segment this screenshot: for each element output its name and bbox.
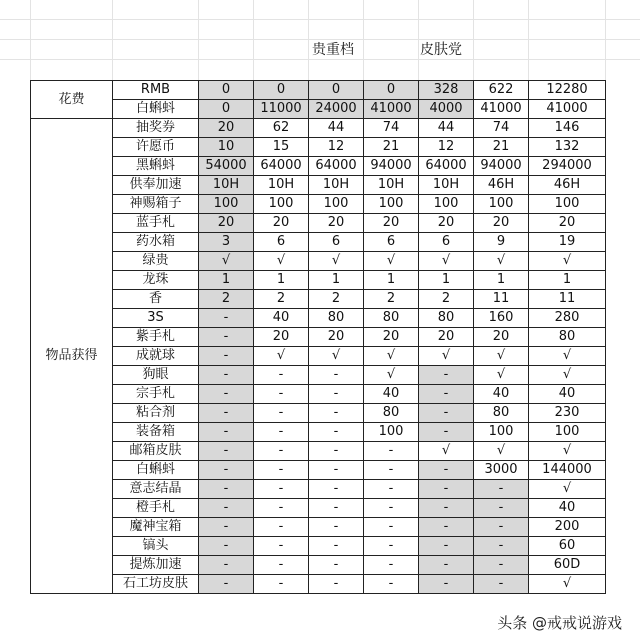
table-cell: -	[364, 499, 419, 518]
table-cell: -	[364, 480, 419, 499]
table-cell: 60D	[529, 556, 606, 575]
table-cell: 100	[474, 195, 529, 214]
table-cell: 4000	[419, 100, 474, 119]
table-cell: -	[474, 575, 529, 594]
table-cell: √	[474, 366, 529, 385]
table-cell: 10H	[254, 176, 309, 195]
table-cell: -	[199, 423, 254, 442]
table-cell: -	[474, 537, 529, 556]
table-cell: 1	[254, 271, 309, 290]
table-cell: 94000	[364, 157, 419, 176]
row-label: 紫手札	[113, 328, 199, 347]
grid-line	[363, 0, 364, 80]
table-cell: -	[309, 442, 364, 461]
table-cell: -	[364, 575, 419, 594]
table-cell: √	[474, 347, 529, 366]
table-row	[31, 290, 606, 309]
grid-line	[418, 0, 419, 80]
table-cell: 160	[474, 309, 529, 328]
table-cell: 1	[199, 271, 254, 290]
table-cell: -	[254, 518, 309, 537]
table-cell: 20	[254, 214, 309, 233]
table-cell: -	[199, 518, 254, 537]
table-cell: 3	[199, 233, 254, 252]
table-cell: √	[364, 252, 419, 271]
row-label: 蓝手札	[113, 214, 199, 233]
table-cell: 146	[529, 119, 606, 138]
table-row	[31, 347, 606, 366]
table-cell: -	[309, 461, 364, 480]
table-cell: -	[254, 366, 309, 385]
table-cell: 3000	[474, 461, 529, 480]
table-cell: 41000	[529, 100, 606, 119]
table-row	[31, 195, 606, 214]
table-cell: 20	[364, 214, 419, 233]
table-cell: -	[309, 423, 364, 442]
table-cell: √	[419, 252, 474, 271]
table-cell: -	[364, 537, 419, 556]
category-label: 物品获得	[31, 119, 113, 594]
table-cell: √	[529, 252, 606, 271]
table-cell: -	[199, 556, 254, 575]
table-cell: 20	[474, 214, 529, 233]
grid-line	[0, 19, 640, 20]
table-cell: 100	[309, 195, 364, 214]
grid-line	[253, 0, 254, 80]
table-cell: √	[529, 347, 606, 366]
table-row	[31, 385, 606, 404]
row-label: 抽奖券	[113, 119, 199, 138]
table-cell: √	[254, 252, 309, 271]
table-cell: 62	[254, 119, 309, 138]
row-label: 绿贵	[113, 252, 199, 271]
table-cell: 11000	[254, 100, 309, 119]
table-cell: 80	[529, 328, 606, 347]
table-cell: 20	[199, 214, 254, 233]
table-cell: -	[254, 499, 309, 518]
table-row	[31, 575, 606, 594]
table-cell: 54000	[199, 157, 254, 176]
table-cell: 6	[364, 233, 419, 252]
table-cell: 0	[364, 81, 419, 100]
table-cell: -	[419, 556, 474, 575]
table-cell: 41000	[474, 100, 529, 119]
table-cell: -	[419, 385, 474, 404]
table-cell: -	[309, 575, 364, 594]
row-label: 魔神宝箱	[113, 518, 199, 537]
table-cell: 20	[309, 328, 364, 347]
table-row	[31, 423, 606, 442]
table-cell: 20	[199, 119, 254, 138]
row-label: 粘合剂	[113, 404, 199, 423]
table-cell: 80	[309, 309, 364, 328]
table-cell: -	[419, 404, 474, 423]
grid-line	[30, 0, 31, 80]
table-cell: 10H	[419, 176, 474, 195]
table-cell: 6	[309, 233, 364, 252]
table-cell: 100	[529, 195, 606, 214]
row-label: 橙手札	[113, 499, 199, 518]
grid-line	[308, 0, 309, 80]
table-cell: 20	[529, 214, 606, 233]
table-cell: -	[254, 556, 309, 575]
table-cell: 622	[474, 81, 529, 100]
table-row	[31, 537, 606, 556]
table-cell: -	[254, 385, 309, 404]
row-label: 3S	[113, 309, 199, 328]
table-cell: 11	[529, 290, 606, 309]
table-cell: -	[419, 499, 474, 518]
row-label: 药水箱	[113, 233, 199, 252]
table-cell: 0	[199, 81, 254, 100]
table-cell: -	[309, 518, 364, 537]
table-cell: -	[364, 461, 419, 480]
table-cell: -	[419, 537, 474, 556]
table-row	[31, 157, 606, 176]
table-cell: -	[199, 366, 254, 385]
row-label: 白蝌蚪	[113, 100, 199, 119]
table-cell: 1	[474, 271, 529, 290]
table-cell: 64000	[419, 157, 474, 176]
watermark: 头条 @戒戒说游戏	[493, 612, 626, 634]
table-cell: √	[529, 480, 606, 499]
row-label: 许愿币	[113, 138, 199, 157]
table-cell: √	[309, 252, 364, 271]
table-cell: 15	[254, 138, 309, 157]
table-row	[31, 328, 606, 347]
row-label: 意志结晶	[113, 480, 199, 499]
table-row	[31, 81, 606, 100]
table-cell: 80	[474, 404, 529, 423]
table-cell: 40	[529, 499, 606, 518]
table-row	[31, 442, 606, 461]
table-cell: -	[309, 404, 364, 423]
table-cell: -	[474, 499, 529, 518]
row-label: 镐头	[113, 537, 199, 556]
table-cell: √	[419, 442, 474, 461]
table-cell: -	[199, 480, 254, 499]
table-cell: √	[364, 366, 419, 385]
data-table	[30, 80, 606, 594]
table-cell: 2	[199, 290, 254, 309]
table-cell: 40	[529, 385, 606, 404]
table-cell: 60	[529, 537, 606, 556]
table-cell: 12280	[529, 81, 606, 100]
table-cell: -	[254, 480, 309, 499]
table-cell: -	[199, 309, 254, 328]
table-row	[31, 233, 606, 252]
table-cell: -	[474, 556, 529, 575]
table-cell: √	[529, 575, 606, 594]
table-cell: -	[419, 366, 474, 385]
table-row	[31, 461, 606, 480]
table-row	[31, 100, 606, 119]
table-cell: 40	[254, 309, 309, 328]
row-label: 石工坊皮肤	[113, 575, 199, 594]
table-row	[31, 480, 606, 499]
table-cell: 1	[309, 271, 364, 290]
row-label: 邮箱皮肤	[113, 442, 199, 461]
table-cell: -	[364, 556, 419, 575]
row-label: 成就球	[113, 347, 199, 366]
table-cell: √	[474, 252, 529, 271]
table-row	[31, 499, 606, 518]
table-cell: 1	[419, 271, 474, 290]
table-cell: -	[199, 404, 254, 423]
table-cell: 10H	[364, 176, 419, 195]
table-cell: 44	[309, 119, 364, 138]
row-label: 装备箱	[113, 423, 199, 442]
table-cell: 2	[254, 290, 309, 309]
table-cell: 21	[364, 138, 419, 157]
table-cell: 280	[529, 309, 606, 328]
table-cell: 41000	[364, 100, 419, 119]
table-cell: 44	[419, 119, 474, 138]
table-cell: √	[529, 366, 606, 385]
table-cell: -	[419, 480, 474, 499]
table-cell: -	[254, 537, 309, 556]
table-cell: 12	[309, 138, 364, 157]
table-cell: -	[199, 499, 254, 518]
table-cell: 294000	[529, 157, 606, 176]
table-cell: 80	[364, 404, 419, 423]
table-row	[31, 556, 606, 575]
table-cell: 100	[419, 195, 474, 214]
table-cell: 19	[529, 233, 606, 252]
table-cell: 230	[529, 404, 606, 423]
table-row	[31, 366, 606, 385]
table-cell: -	[419, 461, 474, 480]
table-cell: -	[309, 366, 364, 385]
row-label: 神赐箱子	[113, 195, 199, 214]
table-cell: 100	[529, 423, 606, 442]
grid-line	[528, 0, 529, 80]
header-label-skin: 皮肤党	[420, 42, 462, 58]
table-cell: 11	[474, 290, 529, 309]
category-label: 花费	[31, 81, 113, 119]
table-cell: 0	[199, 100, 254, 119]
table-cell: 1	[529, 271, 606, 290]
table-cell: 6	[419, 233, 474, 252]
table-cell: 80	[419, 309, 474, 328]
row-label: 提炼加速	[113, 556, 199, 575]
table-cell: -	[309, 537, 364, 556]
table-cell: 12	[419, 138, 474, 157]
table-cell: 74	[474, 119, 529, 138]
table-cell: 2	[419, 290, 474, 309]
table-cell: -	[254, 461, 309, 480]
table-row	[31, 176, 606, 195]
table-cell: -	[254, 575, 309, 594]
table-row	[31, 518, 606, 537]
row-label: 狗眼	[113, 366, 199, 385]
row-label: 香	[113, 290, 199, 309]
table-cell: 0	[254, 81, 309, 100]
table-cell: -	[309, 480, 364, 499]
table-cell: -	[364, 518, 419, 537]
table-cell: -	[419, 423, 474, 442]
table-cell: -	[419, 518, 474, 537]
table-cell: √	[419, 347, 474, 366]
table-cell: 132	[529, 138, 606, 157]
table-cell: 328	[419, 81, 474, 100]
grid-line	[605, 0, 606, 80]
table-cell: √	[309, 347, 364, 366]
table-cell: -	[474, 518, 529, 537]
table-cell: 100	[474, 423, 529, 442]
table-cell: 144000	[529, 461, 606, 480]
table-cell: 20	[254, 328, 309, 347]
table-cell: 40	[364, 385, 419, 404]
table-cell: 64000	[309, 157, 364, 176]
table-row	[31, 214, 606, 233]
table-row	[31, 271, 606, 290]
table-cell: -	[364, 442, 419, 461]
table-cell: 46H	[474, 176, 529, 195]
row-label: RMB	[113, 81, 199, 100]
grid-line	[198, 0, 199, 80]
table-row	[31, 138, 606, 157]
table-cell: 46H	[529, 176, 606, 195]
table-cell: -	[309, 556, 364, 575]
table-cell: 2	[309, 290, 364, 309]
table-cell: 10H	[309, 176, 364, 195]
table-cell: √	[529, 442, 606, 461]
row-label: 供奉加速	[113, 176, 199, 195]
table-row	[31, 119, 606, 138]
table-cell: -	[254, 442, 309, 461]
table-cell: -	[474, 480, 529, 499]
table-cell: -	[309, 385, 364, 404]
grid-line	[112, 0, 113, 80]
table-cell: 6	[254, 233, 309, 252]
table-cell: 20	[474, 328, 529, 347]
table-cell: √	[474, 442, 529, 461]
table-cell: 80	[364, 309, 419, 328]
table-cell: -	[199, 442, 254, 461]
row-label: 宗手札	[113, 385, 199, 404]
header-label-premium: 贵重档	[312, 42, 354, 58]
table-cell: 94000	[474, 157, 529, 176]
table-cell: 24000	[309, 100, 364, 119]
table-row	[31, 404, 606, 423]
table-cell: -	[254, 404, 309, 423]
table-cell: 0	[309, 81, 364, 100]
table-cell: 200	[529, 518, 606, 537]
table-cell: -	[199, 328, 254, 347]
table-cell: 100	[364, 195, 419, 214]
table-cell: 64000	[254, 157, 309, 176]
table-row	[31, 309, 606, 328]
row-label: 黑蝌蚪	[113, 157, 199, 176]
table-cell: √	[199, 252, 254, 271]
table-cell: -	[309, 499, 364, 518]
row-label: 白蝌蚪	[113, 461, 199, 480]
table-cell: 74	[364, 119, 419, 138]
table-cell: 100	[199, 195, 254, 214]
table-cell: -	[419, 575, 474, 594]
table-cell: 20	[419, 214, 474, 233]
table-cell: 10H	[199, 176, 254, 195]
table-cell: 1	[364, 271, 419, 290]
table-cell: -	[199, 461, 254, 480]
table-cell: √	[364, 347, 419, 366]
table-cell: -	[199, 347, 254, 366]
table-cell: 21	[474, 138, 529, 157]
table-cell: 100	[364, 423, 419, 442]
table-cell: 100	[254, 195, 309, 214]
table-cell: 10	[199, 138, 254, 157]
grid-line	[473, 0, 474, 80]
table-cell: -	[199, 537, 254, 556]
table-cell: √	[254, 347, 309, 366]
table-cell: 20	[419, 328, 474, 347]
table-cell: -	[199, 575, 254, 594]
table-cell: 2	[364, 290, 419, 309]
table-cell: 40	[474, 385, 529, 404]
table-row	[31, 252, 606, 271]
table-cell: 9	[474, 233, 529, 252]
row-label: 龙珠	[113, 271, 199, 290]
table-cell: -	[254, 423, 309, 442]
table-cell: 20	[364, 328, 419, 347]
table-cell: 20	[309, 214, 364, 233]
table-cell: -	[199, 385, 254, 404]
